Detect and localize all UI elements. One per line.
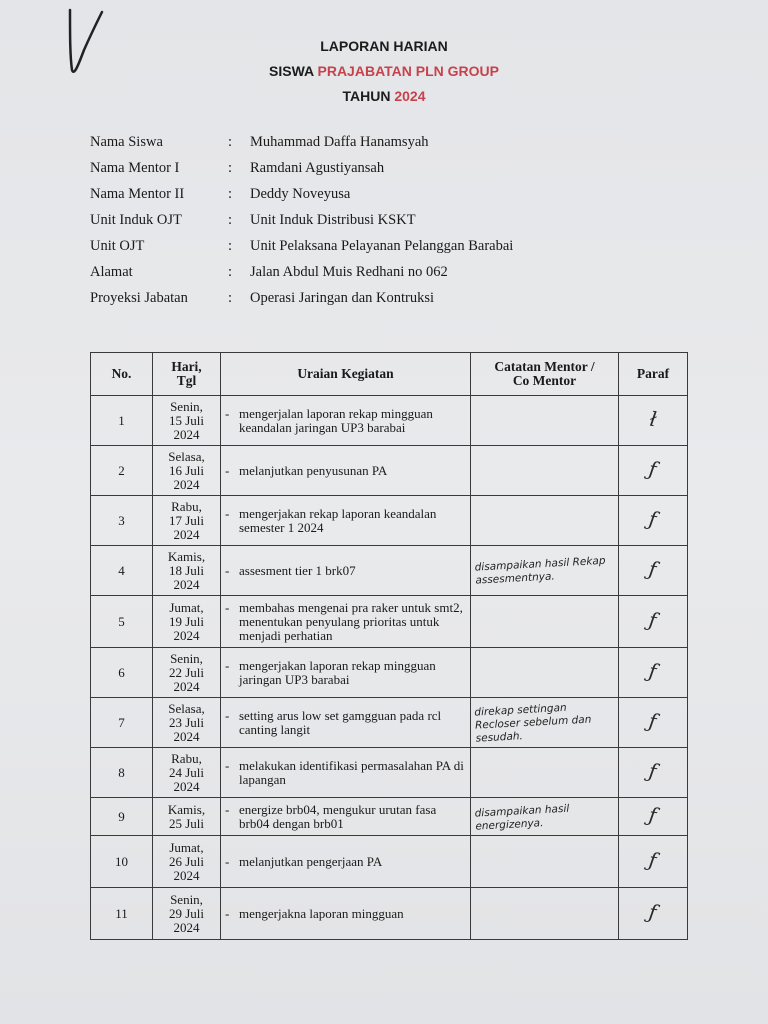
row-signature	[619, 496, 688, 546]
info-value: Muhammad Daffa Hanamsyah	[250, 134, 429, 150]
row-no: 11	[91, 888, 153, 940]
info-colon: :	[228, 186, 233, 202]
bullet-dash: -	[225, 757, 230, 773]
mentor-note-text	[475, 769, 614, 776]
header-catatan: Catatan Mentor / Co Mentor	[471, 353, 619, 396]
bullet-dash: -	[225, 405, 230, 421]
table-row	[91, 698, 688, 748]
table-row	[91, 446, 688, 496]
info-row	[90, 160, 513, 186]
info-row	[90, 290, 513, 316]
signature-mark: ƒ	[647, 802, 659, 828]
activity-text: energize brb04, mengukur urutan fasa brb04 dengan brb01	[239, 801, 437, 831]
info-colon: :	[228, 134, 233, 150]
row-signature	[619, 396, 688, 446]
info-label: Nama Siswa	[90, 134, 163, 150]
subtitle-highlight: PRAJABATAN PLN GROUP	[317, 63, 499, 79]
row-mentor-note	[471, 798, 619, 836]
info-label: Nama Mentor II	[90, 186, 185, 202]
mentor-note-text	[475, 417, 614, 424]
row-mentor-note	[471, 836, 619, 888]
row-signature	[619, 798, 688, 836]
student-info-block	[90, 134, 513, 316]
info-value: Unit Pelaksana Pelayanan Pelanggan Barabai	[250, 238, 514, 254]
table-row	[91, 888, 688, 940]
activity-text: setting arus low set gamgguan pada rcl canting langit	[239, 707, 442, 737]
info-label: Alamat	[90, 264, 133, 280]
info-row	[90, 264, 513, 290]
bullet-dash: -	[225, 505, 230, 521]
row-date: Jumat, 26 Juli 2024	[153, 836, 221, 888]
title-line-1: LAPORAN HARIAN	[320, 38, 448, 54]
mentor-note-text	[475, 910, 614, 917]
row-date: Senin, 22 Juli 2024	[153, 648, 221, 698]
row-mentor-note	[471, 446, 619, 496]
year-value: 2024	[394, 88, 426, 104]
row-activity	[221, 648, 471, 698]
row-mentor-note	[471, 698, 619, 748]
mentor-note-text	[475, 858, 614, 865]
table-row	[91, 596, 688, 648]
row-activity	[221, 496, 471, 546]
activity-text: mengerjakan laporan rekap mingguan jaringan UP3 barabai	[239, 657, 436, 687]
mentor-note-text: disampaikan hasil energizenya.	[474, 802, 570, 833]
row-activity	[221, 546, 471, 596]
row-mentor-note	[471, 648, 619, 698]
bullet-dash: -	[225, 657, 230, 673]
table-row	[91, 496, 688, 546]
row-signature	[619, 748, 688, 798]
row-signature	[619, 836, 688, 888]
info-label: Unit OJT	[90, 238, 145, 254]
report-title	[0, 38, 768, 54]
subtitle-prefix: SISWA	[269, 63, 318, 79]
row-activity	[221, 748, 471, 798]
signature-mark: ƒ	[647, 506, 659, 532]
mentor-note-text: disampaikan hasil Rekap assesmentnya.	[474, 554, 606, 587]
row-mentor-note	[471, 396, 619, 446]
signature-mark: ƒ	[647, 456, 659, 482]
info-row	[90, 134, 513, 160]
info-value: Unit Induk Distribusi KSKT	[250, 212, 416, 228]
activity-text: membahas mengenai pra raker untuk smt2, menentukan penyulang prioritas untuk menjadi perhatian	[239, 599, 463, 643]
header-tgl: Hari, Tgl	[153, 353, 221, 396]
signature-mark: ƒ	[647, 758, 659, 784]
row-date: Selasa, 23 Juli 2024	[153, 698, 221, 748]
info-colon: :	[228, 238, 233, 254]
row-no: 4	[91, 546, 153, 596]
info-row	[90, 212, 513, 238]
row-no: 7	[91, 698, 153, 748]
activity-text: melakukan identifikasi permasalahan PA di lapangan	[239, 757, 464, 787]
mentor-note-text	[475, 669, 614, 676]
row-no: 1	[91, 396, 153, 446]
row-signature	[619, 546, 688, 596]
row-signature	[619, 596, 688, 648]
row-mentor-note	[471, 496, 619, 546]
activity-text: assesment tier 1 brk07	[239, 562, 356, 578]
info-row	[90, 238, 513, 264]
activity-text: mengerjakan rekap laporan keandalan semester 1 2024	[239, 505, 437, 535]
row-date: Rabu, 17 Juli 2024	[153, 496, 221, 546]
signature-mark: ł	[648, 406, 658, 432]
row-no: 2	[91, 446, 153, 496]
mentor-note-text: direkap settingan Recloser sebelum dan sesudah.	[474, 701, 592, 745]
row-no: 6	[91, 648, 153, 698]
mentor-note-text	[475, 467, 614, 474]
signature-mark: ƒ	[647, 658, 659, 684]
bullet-dash: -	[225, 562, 230, 578]
info-row	[90, 186, 513, 212]
info-label: Unit Induk OJT	[90, 212, 182, 228]
table-row	[91, 798, 688, 836]
signature-mark: ƒ	[647, 899, 659, 925]
row-activity	[221, 446, 471, 496]
info-label: Nama Mentor I	[90, 160, 180, 176]
info-colon: :	[228, 264, 233, 280]
row-activity	[221, 888, 471, 940]
signature-mark: ƒ	[647, 708, 659, 734]
row-no: 8	[91, 748, 153, 798]
signature-mark: ƒ	[647, 847, 659, 873]
row-activity	[221, 698, 471, 748]
row-activity	[221, 396, 471, 446]
row-signature	[619, 648, 688, 698]
row-signature	[619, 446, 688, 496]
row-no: 5	[91, 596, 153, 648]
activity-text: melanjutkan penyusunan PA	[239, 462, 388, 478]
header-paraf: Paraf	[619, 353, 688, 396]
activity-text: melanjutkan pengerjaan PA	[239, 853, 383, 869]
bullet-dash: -	[225, 801, 230, 817]
row-date: Kamis, 25 Juli	[153, 798, 221, 836]
mentor-note-text	[475, 618, 614, 625]
info-value: Operasi Jaringan dan Kontruksi	[250, 290, 435, 306]
table-row	[91, 396, 688, 446]
bullet-dash: -	[225, 905, 230, 921]
row-no: 9	[91, 798, 153, 836]
header-no: No.	[91, 353, 153, 396]
bullet-dash: -	[225, 707, 230, 723]
row-activity	[221, 836, 471, 888]
info-value: Deddy Noveyusa	[250, 186, 351, 202]
report-subtitle	[0, 63, 768, 79]
activity-text: mengerjalan laporan rekap mingguan keandalan jaringan UP3 barabai	[239, 405, 433, 435]
row-mentor-note	[471, 546, 619, 596]
row-signature	[619, 698, 688, 748]
bullet-dash: -	[225, 462, 230, 478]
table-row	[91, 748, 688, 798]
mentor-note-text	[475, 517, 614, 524]
info-colon: :	[228, 160, 233, 176]
row-mentor-note	[471, 748, 619, 798]
row-no: 3	[91, 496, 153, 546]
report-year-line	[0, 88, 768, 104]
activity-log-table	[90, 352, 688, 940]
row-activity	[221, 596, 471, 648]
header-uraian: Uraian Kegiatan	[221, 353, 471, 396]
row-no: 10	[91, 836, 153, 888]
row-date: Kamis, 18 Juli 2024	[153, 546, 221, 596]
activity-text: mengerjakna laporan mingguan	[239, 905, 404, 921]
row-mentor-note	[471, 596, 619, 648]
year-prefix: TAHUN	[342, 88, 395, 104]
bullet-dash: -	[225, 599, 230, 615]
table-row	[91, 648, 688, 698]
table-row	[91, 836, 688, 888]
row-date: Selasa, 16 Juli 2024	[153, 446, 221, 496]
info-colon: :	[228, 290, 233, 306]
row-signature	[619, 888, 688, 940]
info-value: Ramdani Agustiyansah	[250, 160, 385, 176]
row-mentor-note	[471, 888, 619, 940]
row-date: Senin, 29 Juli 2024	[153, 888, 221, 940]
row-date: Senin, 15 Juli 2024	[153, 396, 221, 446]
row-activity	[221, 798, 471, 836]
table-header-row	[91, 353, 688, 396]
table-row	[91, 546, 688, 596]
signature-mark: ƒ	[647, 607, 659, 633]
row-date: Rabu, 24 Juli 2024	[153, 748, 221, 798]
bullet-dash: -	[225, 853, 230, 869]
info-label: Proyeksi Jabatan	[90, 290, 188, 306]
signature-mark: ƒ	[647, 556, 659, 582]
info-value: Jalan Abdul Muis Redhani no 062	[250, 264, 448, 280]
row-date: Jumat, 19 Juli 2024	[153, 596, 221, 648]
info-colon: :	[228, 212, 233, 228]
